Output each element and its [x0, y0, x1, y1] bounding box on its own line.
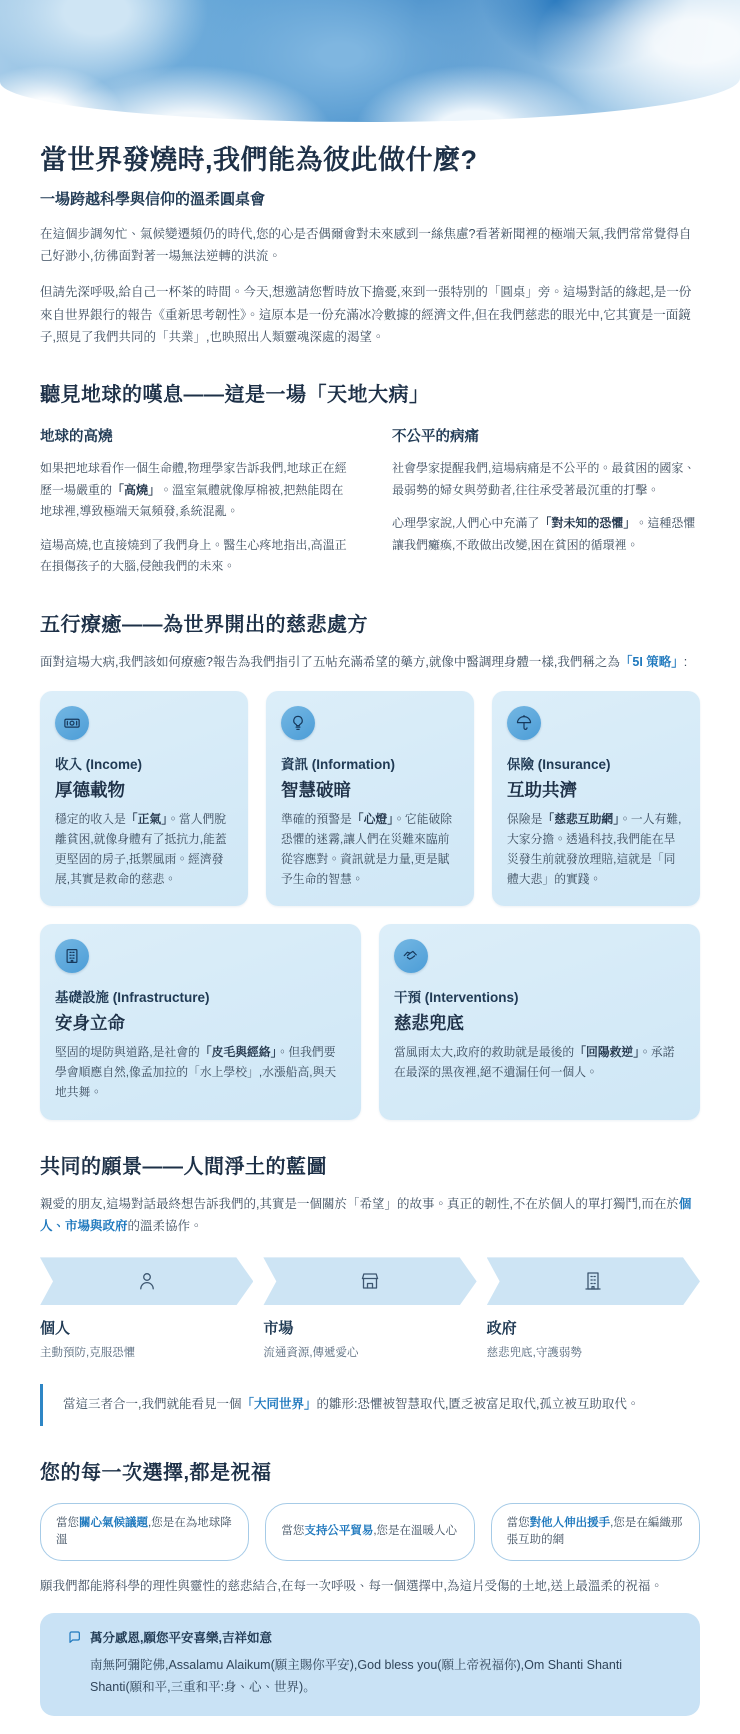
card-body — [55, 1043, 346, 1102]
text-segment: 堅固的堤防與道路,是社會的 — [55, 1045, 200, 1060]
card-subtitle: 互助共濟 — [507, 780, 577, 801]
card-insurance — [492, 691, 700, 906]
umbrella-icon — [507, 706, 541, 740]
card-subtitle: 智慧破暗 — [281, 780, 351, 801]
flow-labels — [40, 1317, 700, 1360]
vision-callout — [40, 1384, 700, 1425]
diagnosis-columns — [40, 425, 700, 578]
text-segment: 心理學家說,人們心中充滿了 — [392, 516, 540, 531]
flow-step-name: 政府 — [486, 1320, 517, 1338]
prescription-cards-row1 — [40, 691, 700, 906]
text-segment: 當您 — [281, 1525, 305, 1538]
text-segment: 如果把地球看作一個生命體,物理學家告訴我們,地球正在經歷一場嚴重的 — [40, 461, 347, 497]
vision-intro — [40, 1193, 700, 1238]
pill-text — [56, 1515, 233, 1550]
flow-label-market — [263, 1317, 476, 1360]
blessing-card — [40, 1613, 700, 1716]
flow-step-desc: 慈悲兜底,守護弱勢 — [486, 1347, 582, 1360]
government-building-icon — [581, 1269, 605, 1293]
section-heading-diagnosis: 聽見地球的嘆息——這是一場「天地大病」 — [40, 384, 430, 406]
text-segment: 親愛的朋友,這場對話最終想告訴我們的,其實是一個關於「希望」的故事。真正的韌性,不在於個人的單打獨鬥,而在於 — [40, 1196, 679, 1211]
flow-chevron-government — [487, 1257, 700, 1305]
column-paragraph: 這場高燒,也直接燒到了我們身上。醫生心疼地指出,高溫正在損傷孩子的大腦,侵蝕我們的未來。 — [40, 537, 347, 574]
card-infrastructure — [40, 924, 361, 1119]
text-segment-accent: 支持公平貿易 — [304, 1525, 374, 1538]
card-body — [394, 1043, 685, 1083]
pill-fair-trade — [265, 1503, 474, 1562]
diagnosis-column-earth — [40, 425, 348, 578]
flow-chevron-individual — [40, 1257, 253, 1305]
text-segment: 穩定的收入是 — [55, 812, 126, 827]
card-income — [40, 691, 248, 906]
flow-step-name: 市場 — [263, 1320, 294, 1338]
flow-label-individual — [40, 1317, 253, 1360]
text-segment: ,您是在編織那張互助的網 — [506, 1516, 683, 1546]
column-paragraph: 社會學家提醒我們,這場病痛是不公平的。最貧困的國家、最弱勢的婦女與勞動者,往往承受著最沉重的打擊。 — [392, 461, 696, 497]
text-segment-accent: 「大同世界」 — [241, 1397, 317, 1412]
card-interventions — [379, 924, 700, 1119]
speech-bubble-icon — [66, 1629, 82, 1645]
card-subtitle: 厚德載物 — [55, 780, 125, 801]
card-subtitle: 安身立命 — [55, 1013, 125, 1034]
text-segment-bold: 「慈悲互助網」 — [542, 812, 620, 827]
pill-helping-hand — [491, 1503, 700, 1562]
pill-text — [507, 1515, 684, 1550]
footer-spacer — [40, 1716, 700, 1734]
text-segment: 的溫柔協作。 — [127, 1219, 203, 1234]
text-segment: 。它能破除恐懼的迷霧,讓人們在災難來臨前從容應對。資訊就是力量,更是賦予生命的智慧。 — [281, 812, 453, 886]
flow-step-desc: 流通資源,傳遞愛心 — [263, 1347, 359, 1360]
handshake-icon — [394, 939, 428, 973]
watercolor-banner-image — [0, 0, 740, 122]
text-segment-bold: 「正氣」 — [125, 812, 168, 827]
column-title: 不公平的病痛 — [392, 429, 479, 445]
pill-climate — [40, 1503, 249, 1562]
card-information — [266, 691, 474, 906]
card-title: 資訊 (Information) — [281, 757, 395, 773]
page-title: 當世界發燒時,我們能為彼此做什麼? — [40, 145, 478, 175]
text-segment: ,您是在為地球降溫 — [56, 1516, 232, 1546]
card-body — [281, 810, 459, 889]
text-segment-bold: 「高燒」 — [112, 482, 161, 497]
card-title: 干預 (Interventions) — [394, 990, 519, 1006]
card-title: 保險 (Insurance) — [507, 757, 611, 773]
card-subtitle: 慈悲兜底 — [394, 1013, 464, 1034]
card-body — [55, 810, 233, 889]
text-segment: 。但我們要學會順應自然,像孟加拉的「水上學校」,水漲船高,與天地共舞。 — [55, 1045, 337, 1100]
text-segment-bold: 「心燈」 — [351, 812, 394, 827]
column-paragraph — [40, 458, 348, 523]
text-segment: 。承諾在最深的黑夜裡,絕不遺漏任何一個人。 — [394, 1045, 675, 1080]
text-segment: 面對這場大病,我們該如何療癒?報告為我們指引了五帖充滿希望的藥方,就像中醫調理身體一樣,我們稱之為 — [40, 654, 620, 669]
person-icon — [135, 1269, 159, 1293]
text-segment-accent: 「5I 策略」 — [619, 654, 684, 669]
text-segment: 當這三者合一,我們就能看見一個 — [63, 1397, 242, 1412]
text-segment: 當您 — [56, 1516, 79, 1529]
text-segment-accent: 個人、市場與政府 — [40, 1196, 692, 1234]
blessing-title: 萬分感恩,願您平安喜樂,吉祥如意 — [90, 1631, 272, 1646]
store-icon — [358, 1269, 382, 1293]
flow-step-desc: 主動預防,克服恐懼 — [40, 1347, 136, 1360]
pill-text — [281, 1523, 457, 1540]
text-segment: 。一人有難,大家分擔。透過科技,我們能在旱災發生前就發放理賠,這就是「同體大悲」的實踐。 — [507, 812, 682, 886]
text-segment-accent: 對他人伸出援手 — [529, 1516, 611, 1529]
card-title: 收入 (Income) — [55, 757, 143, 773]
flow-label-government — [487, 1317, 700, 1360]
closing-paragraph: 願我們都能將科學的理性與靈性的慈悲結合,在每一次呼吸、每一個選擇中,為這片受傷的土地,送上最溫柔的祝福。 — [40, 1579, 663, 1594]
column-title: 地球的高燒 — [40, 429, 113, 445]
text-segment: 。當人們脫離貧困,就像身體有了抵抗力,能蓋更堅固的房子,抵禦風雨。經濟發展,其實是救命的慈悲。 — [55, 812, 227, 886]
card-title: 基礎設施 (Infrastructure) — [55, 990, 210, 1006]
text-segment-bold: 「皮毛與經絡」 — [199, 1045, 277, 1060]
text-segment: 。這種恐懼讓我們癱瘓,不敢做出改變,困在貧困的循環裡。 — [392, 516, 696, 552]
blessing-body: 南無阿彌陀佛,Assalamu Alaikum(願主賜你平安),God bless you(願上帝祝福你),Om Shanti Shanti Shanti(願和平,三重和平:身、心、世界)。 — [90, 1658, 623, 1694]
intro-paragraph-1: 在這個步調匆忙、氣候變遷頻仍的時代,您的心是否偶爾會對未來感到一絲焦慮?看著新聞裡的極端天氣,我們常常覺得自己好渺小,彷彿面對著一場無法逆轉的洪流。 — [40, 226, 692, 263]
flow-chevron-market — [263, 1257, 476, 1305]
section-heading-choices: 您的每一次選擇,都是祝福 — [40, 1461, 272, 1484]
section-heading-prescription: 五行療癒——為世界開出的慈悲處方 — [40, 613, 368, 636]
diagnosis-column-inequity — [392, 425, 700, 578]
text-segment: 的雛形:恐懼被智慧取代,匱乏被富足取代,孤立被互助取代。 — [316, 1397, 640, 1412]
article-content — [0, 144, 740, 1734]
intro-paragraph-2: 但請先深呼吸,給自己一杯茶的時間。今天,想邀請您暫時放下擔憂,來到一張特別的「圓桌」旁。這場對話的緣起,是一份來自世界銀行的報告《重新思考韌性》。這原本是一份充滿冰冷數據的經濟文件,但在我們慈悲的眼光中,它其實是一面鏡子,照見了我們共同的「共業」,也映照出人類靈魂深處的渴望。 — [40, 285, 692, 344]
text-segment: 。溫室氣體就像厚棉被,把熱能悶在地球裡,導致極端天氣頻發,系統混亂。 — [40, 482, 344, 519]
column-paragraph — [392, 513, 700, 556]
text-segment: ,您是在溫暖人心 — [373, 1525, 458, 1538]
text-segment: 保險是 — [507, 812, 543, 827]
page-subtitle: 一場跨越科學與信仰的溫柔圓桌會 — [40, 190, 266, 208]
card-body — [507, 810, 685, 889]
blessing-header — [66, 1628, 674, 1646]
text-segment-bold: 「對未知的恐懼」 — [539, 516, 636, 531]
banknote-icon — [55, 706, 89, 740]
text-segment: 當風雨太大,政府的救助就是最後的 — [394, 1045, 575, 1060]
text-segment: 當您 — [506, 1516, 530, 1529]
flow-step-name: 個人 — [40, 1320, 71, 1338]
text-segment: : — [683, 654, 688, 669]
lightbulb-icon — [281, 706, 315, 740]
text-segment-bold: 「回陽救逆」 — [574, 1045, 640, 1060]
building-icon — [55, 939, 89, 973]
prescription-cards-row2 — [40, 924, 700, 1119]
collaboration-flow — [40, 1257, 700, 1305]
choice-pills — [40, 1503, 700, 1562]
prescription-intro — [40, 651, 700, 673]
section-heading-vision: 共同的願景——人間淨土的藍圖 — [40, 1155, 327, 1178]
text-segment: 準確的預警是 — [281, 812, 352, 827]
text-segment-accent: 關心氣候議題 — [79, 1516, 148, 1529]
